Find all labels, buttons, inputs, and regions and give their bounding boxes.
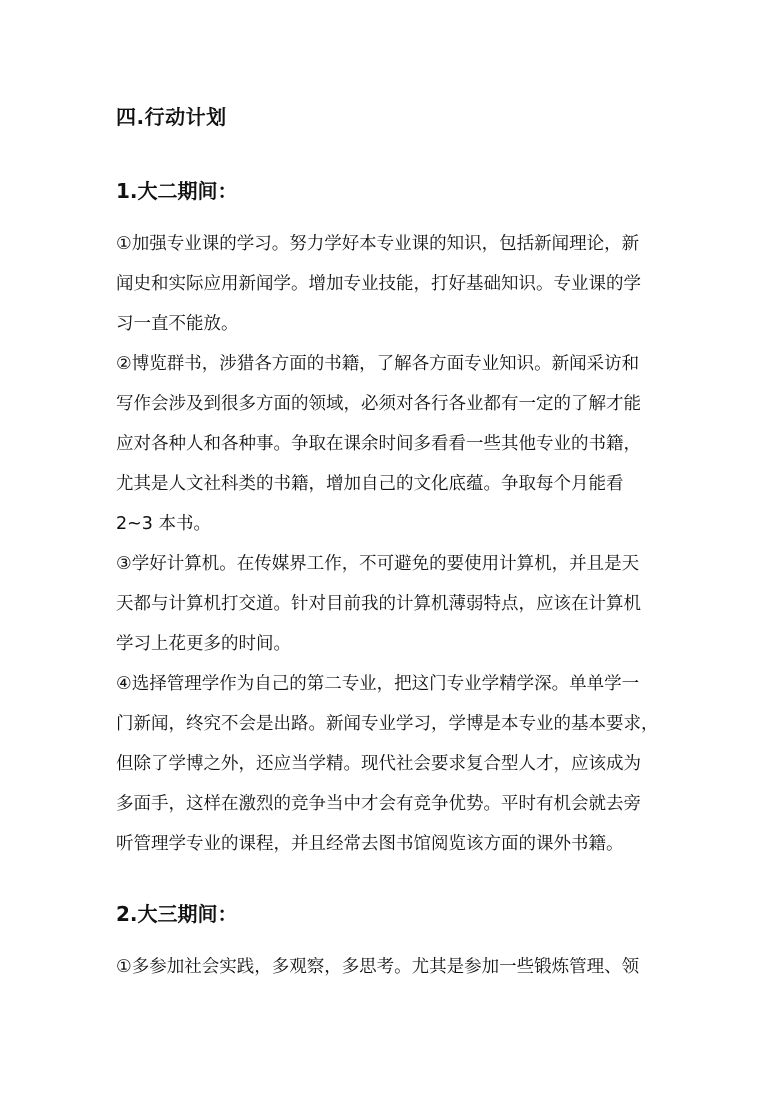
paragraph-2 <box>116 344 664 544</box>
paragraph-line: 2~3 本书。 <box>116 514 211 534</box>
subsection-2-title: 2.大三期间： <box>116 902 238 926</box>
paragraph-line: 多面手，这样在激烈的竞争当中才会有竞争优势。平时有机会就去旁 <box>116 794 641 814</box>
paragraph-3 <box>116 544 664 664</box>
paragraph-line: 但除了学博之外，还应当学精。现代社会要求复合型人才，应该成为 <box>116 754 641 774</box>
section-title: 四.行动计划 <box>116 105 227 129</box>
paragraph-line: 天都与计算机打交道。针对目前我的计算机薄弱特点，应该在计算机 <box>116 594 641 614</box>
paragraph-line: ②博览群书，涉猎各方面的书籍，了解各方面专业知识。新闻采访和 <box>116 354 640 374</box>
paragraph-line: 听管理学专业的课程，并且经常去图书馆阅览该方面的课外书籍。 <box>116 834 624 854</box>
paragraph-line: ①加强专业课的学习。努力学好本专业课的知识，包括新闻理论，新 <box>116 234 640 254</box>
paragraph-line: ③学好计算机。在传媒界工作，不可避免的要使用计算机，并且是天 <box>116 554 640 574</box>
paragraph-line: ④选择管理学作为自己的第二专业，把这门专业学精学深。单单学一 <box>116 674 640 694</box>
paragraph-line: 门新闻，终究不会是出路。新闻专业学习，学博是本专业的基本要求， <box>116 714 659 734</box>
paragraph-5 <box>116 947 664 987</box>
paragraph-line: 习一直不能放。 <box>116 314 239 334</box>
paragraph-1 <box>116 224 664 344</box>
paragraph-line: ①多参加社会实践，多观察，多思考。尤其是参加一些锻炼管理、领 <box>116 957 640 977</box>
paragraph-line: 应对各种人和各种事。争取在课余时间多看看一些其他专业的书籍， <box>116 434 641 454</box>
paragraph-line: 尤其是人文社科类的书籍，增加自己的文化底蕴。争取每个月能看 <box>116 474 624 494</box>
paragraph-line: 写作会涉及到很多方面的领域，必须对各行各业都有一定的了解才能 <box>116 394 641 414</box>
paragraph-line: 学习上花更多的时间。 <box>116 634 291 654</box>
paragraph-4 <box>116 664 664 864</box>
paragraph-line: 闻史和实际应用新闻学。增加专业技能，打好基础知识。专业课的学 <box>116 274 641 294</box>
subsection-1-title: 1.大二期间： <box>116 179 238 203</box>
